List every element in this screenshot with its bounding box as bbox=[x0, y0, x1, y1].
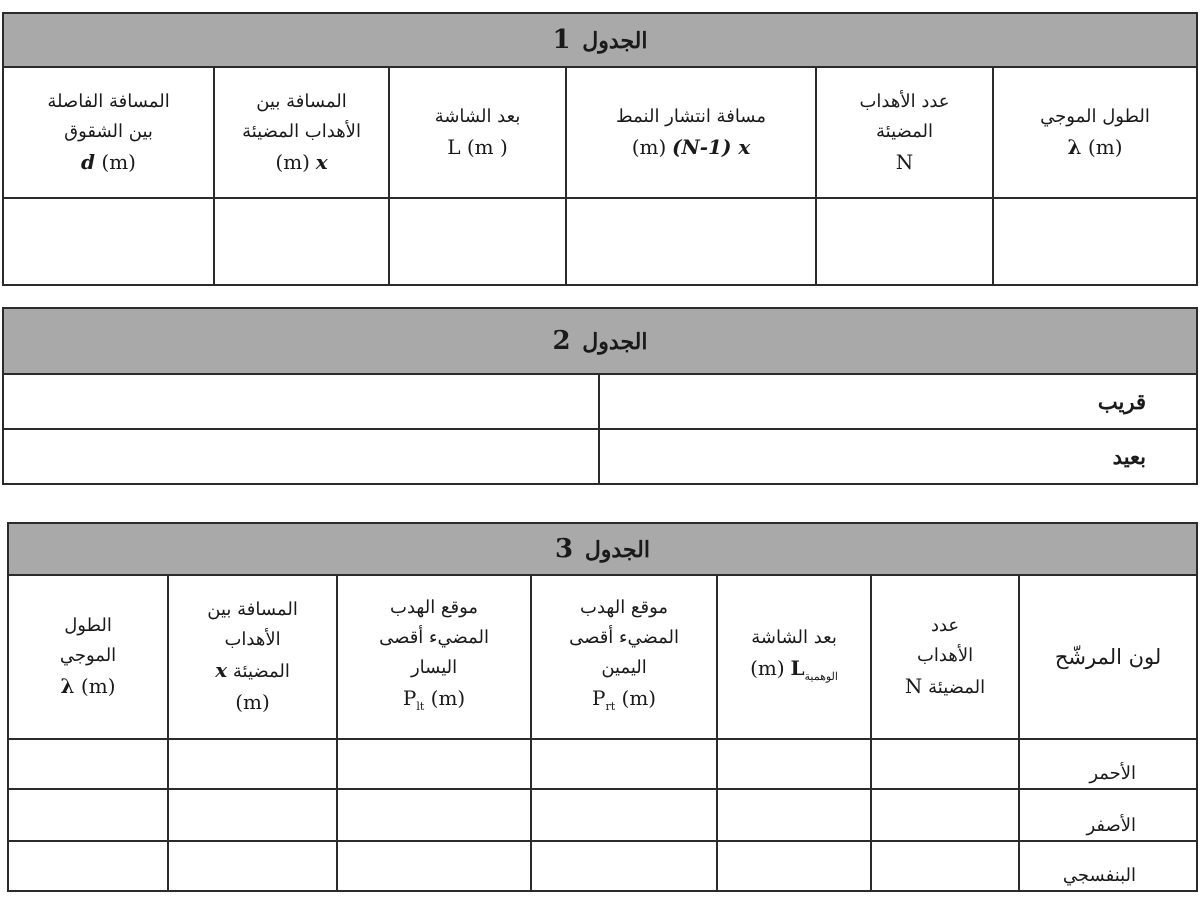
unit: N bbox=[904, 674, 923, 698]
header-right-fringe-position bbox=[531, 575, 717, 739]
unit: (m) bbox=[275, 149, 310, 174]
table-cell[interactable] bbox=[8, 841, 168, 891]
header-text: المضيئة bbox=[232, 661, 290, 682]
header-pattern-spread bbox=[566, 67, 816, 198]
header-line: الأهداب bbox=[916, 645, 974, 666]
table-row bbox=[8, 739, 1197, 789]
table-3-title bbox=[8, 523, 1197, 575]
table-1-title bbox=[3, 13, 1197, 67]
symbol-P: P bbox=[592, 685, 606, 710]
row-label-red: الأحمر bbox=[1019, 739, 1197, 789]
unit: (m) bbox=[430, 685, 466, 710]
unit: (m) bbox=[750, 655, 785, 680]
header-line: موقع الهدب bbox=[390, 596, 479, 618]
header-symbol bbox=[1068, 132, 1123, 162]
table-2-title bbox=[3, 308, 1197, 374]
header-line: بعد الشاشة bbox=[434, 105, 521, 127]
table-cell[interactable] bbox=[3, 198, 214, 285]
table-title-text: الجدول bbox=[582, 329, 648, 355]
table-cell[interactable] bbox=[389, 198, 566, 285]
header-fringe-spacing bbox=[214, 67, 389, 198]
unit: (m) bbox=[631, 134, 667, 159]
header-slit-separation bbox=[3, 67, 214, 198]
header-symbol bbox=[61, 671, 116, 701]
row-label-yellow: الأصفر bbox=[1019, 789, 1197, 841]
symbol-subscript: rt bbox=[605, 699, 616, 713]
table-cell[interactable] bbox=[871, 739, 1019, 789]
header-line: عدد الأهداب bbox=[859, 90, 950, 112]
table-cell[interactable] bbox=[168, 841, 337, 891]
symbol-subscript: lt bbox=[416, 699, 425, 713]
table-cell[interactable] bbox=[816, 198, 993, 285]
header-text: المضيئة bbox=[928, 677, 986, 698]
table-title-text: الجدول bbox=[584, 537, 650, 563]
header-line: المضيء أقصى bbox=[379, 626, 489, 648]
header-screen-distance bbox=[389, 67, 566, 198]
table-cell[interactable] bbox=[337, 739, 531, 789]
table-cell[interactable] bbox=[214, 198, 389, 285]
header-line: بين الشقوق bbox=[64, 120, 153, 142]
header-line: عدد bbox=[930, 615, 960, 636]
unit: (m) bbox=[1087, 134, 1123, 159]
header-symbol bbox=[403, 683, 465, 722]
unit: (m) bbox=[621, 685, 657, 710]
header-line: الأهداب المضيئة bbox=[242, 120, 361, 142]
table-cell[interactable] bbox=[566, 198, 816, 285]
header-virtual-screen-distance bbox=[717, 575, 871, 739]
table-row bbox=[3, 374, 1197, 429]
header-symbol bbox=[81, 147, 136, 177]
table-2 bbox=[2, 307, 1198, 485]
table-cell[interactable] bbox=[3, 429, 599, 484]
unit: L (m ) bbox=[447, 134, 508, 159]
table-1 bbox=[2, 12, 1198, 286]
table-row bbox=[8, 841, 1197, 891]
table-cell[interactable] bbox=[717, 841, 871, 891]
table-cell[interactable] bbox=[531, 739, 717, 789]
header-line bbox=[872, 671, 1018, 703]
table-cell[interactable] bbox=[168, 739, 337, 789]
table-cell[interactable] bbox=[337, 841, 531, 891]
unit: (m) bbox=[235, 690, 270, 714]
table-title-text: الجدول bbox=[582, 28, 648, 54]
header-fringe-spacing bbox=[168, 575, 337, 739]
table-cell[interactable] bbox=[717, 789, 871, 841]
table-cell[interactable] bbox=[871, 841, 1019, 891]
table-title-number: 3 bbox=[555, 534, 574, 564]
symbol-L: L bbox=[790, 655, 805, 680]
header-line: الطول bbox=[64, 615, 112, 636]
table-title-number: 1 bbox=[552, 25, 571, 55]
header-bright-fringes-count bbox=[816, 67, 993, 198]
header-line: موقع الهدب bbox=[580, 596, 669, 618]
header-line: الطول الموجي bbox=[1040, 105, 1150, 127]
header-symbol bbox=[790, 653, 838, 692]
header-line: اليمين bbox=[601, 656, 647, 678]
header-line: مسافة انتشار النمط bbox=[616, 105, 766, 127]
symbol-lambda: λ bbox=[1067, 134, 1082, 159]
header-line: بعد الشاشة bbox=[751, 626, 837, 648]
table-3-header-row bbox=[8, 575, 1197, 739]
symbol-subscript: الوهمية bbox=[804, 669, 838, 683]
table-3 bbox=[7, 522, 1198, 892]
table-row bbox=[8, 789, 1197, 841]
header-line: اليسار bbox=[410, 656, 458, 678]
header-symbol: x bbox=[315, 149, 328, 174]
header-wavelength bbox=[8, 575, 168, 739]
symbol-P: P bbox=[402, 685, 417, 710]
header-line: المسافة بين bbox=[207, 599, 298, 620]
row-label-far: بعيد bbox=[599, 429, 1197, 484]
header-line: المضيء أقصى bbox=[569, 626, 679, 648]
header-line: المسافة بين bbox=[256, 90, 347, 112]
table-cell[interactable] bbox=[871, 789, 1019, 841]
row-label-near: قريب bbox=[599, 374, 1197, 429]
header-line bbox=[169, 655, 336, 687]
symbol-x: x bbox=[215, 658, 228, 682]
table-cell[interactable] bbox=[8, 739, 168, 789]
header-symbol: (N-1) x bbox=[672, 134, 751, 159]
table-cell[interactable] bbox=[717, 739, 871, 789]
symbol-d: d bbox=[81, 149, 96, 174]
unit: (m) bbox=[101, 149, 136, 174]
table-row bbox=[3, 198, 1197, 285]
table-1-header-row bbox=[3, 67, 1197, 198]
table-cell[interactable] bbox=[168, 789, 337, 841]
table-row bbox=[3, 429, 1197, 484]
table-cell[interactable] bbox=[531, 789, 717, 841]
unit: (m) bbox=[80, 674, 116, 698]
table-cell[interactable] bbox=[337, 789, 531, 841]
header-filter-color: لون المرشّح bbox=[1019, 575, 1197, 739]
header-left-fringe-position bbox=[337, 575, 531, 739]
table-title-number: 2 bbox=[552, 326, 571, 356]
header-symbol bbox=[592, 683, 656, 722]
table-cell[interactable] bbox=[8, 789, 168, 841]
header-line: الأهداب bbox=[224, 629, 281, 650]
header-bright-fringes-count bbox=[871, 575, 1019, 739]
table-cell[interactable] bbox=[993, 198, 1197, 285]
header-line: الموجي bbox=[59, 645, 117, 666]
header-wavelength bbox=[993, 67, 1197, 198]
header-line: المضيئة bbox=[876, 120, 934, 142]
table-cell[interactable] bbox=[3, 374, 599, 429]
header-line: المسافة الفاصلة bbox=[47, 90, 170, 112]
table-cell[interactable] bbox=[531, 841, 717, 891]
row-label-violet: البنفسجي bbox=[1019, 841, 1197, 891]
symbol-lambda: λ bbox=[60, 674, 75, 698]
unit: N bbox=[895, 149, 914, 174]
